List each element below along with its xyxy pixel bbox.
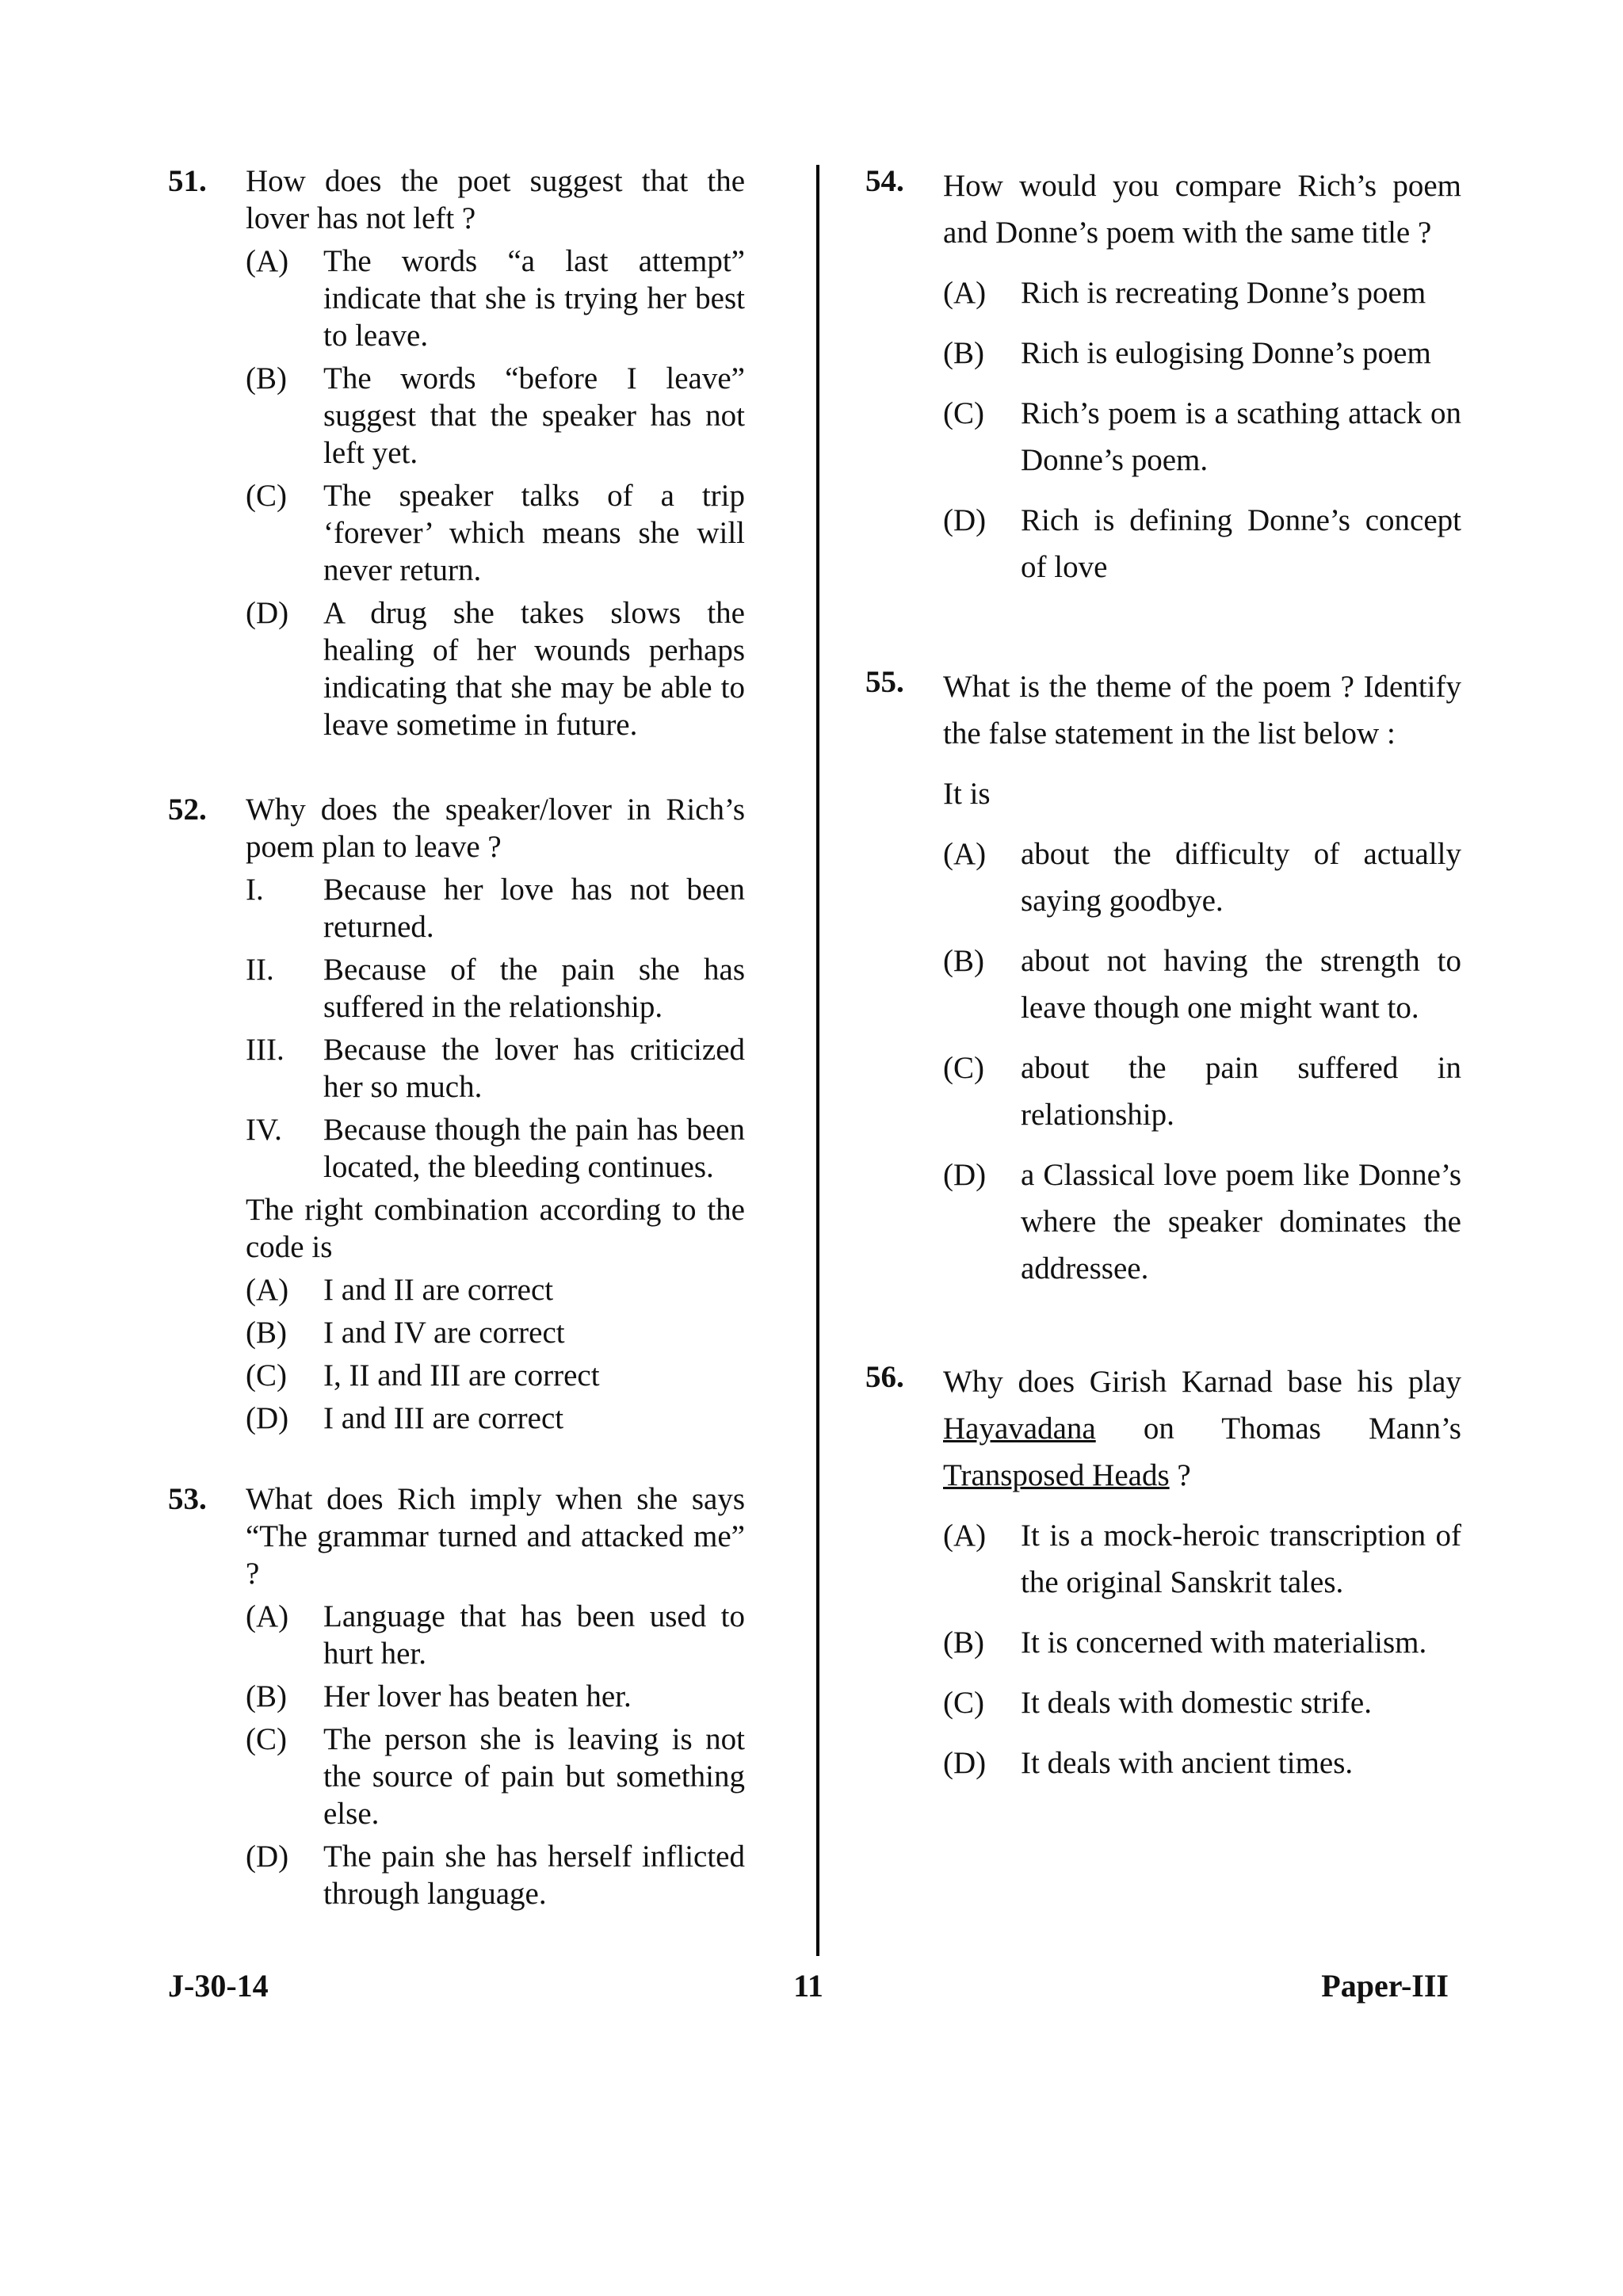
option-text: a Classical love poem like Donne’s where the speaker dominates the addressee. (1021, 1158, 1461, 1286)
option-c (246, 477, 745, 589)
option-d (246, 1400, 745, 1437)
question-51 (168, 162, 745, 743)
options-list (246, 243, 745, 743)
option-b (943, 1619, 1461, 1666)
option-d (943, 1152, 1461, 1292)
page-number: 11 (793, 1968, 823, 2004)
statement-text: Because though the pain has been located, the bleeding continues. (323, 1113, 745, 1184)
stem-text: ? (1169, 1458, 1191, 1492)
option-a (943, 269, 1461, 316)
option-label: (D) (943, 1746, 987, 1780)
question-number: 52. (168, 793, 207, 827)
option-c (246, 1721, 745, 1832)
option-label: (D) (246, 1401, 289, 1435)
question-stem: How does the poet suggest that the lover has not left ? (246, 164, 745, 235)
option-c (943, 1045, 1461, 1138)
options-list (943, 831, 1461, 1292)
option-text: It deals with domestic strife. (1021, 1686, 1372, 1720)
option-b (246, 1314, 745, 1351)
option-label: (C) (943, 1051, 984, 1085)
option-label: (A) (943, 837, 987, 871)
option-label: (C) (246, 1358, 287, 1392)
option-text: about the difficulty of actually saying goodbye. (1021, 837, 1461, 918)
option-d (246, 594, 745, 743)
option-a (943, 1512, 1461, 1606)
option-text: It is a mock-heroic transcription of the original Sanskrit tales. (1021, 1519, 1461, 1599)
stem-text: Why does Girish Karnad base his play (943, 1365, 1461, 1399)
option-text: I and IV are correct (323, 1316, 565, 1350)
option-text: The words “before I leave” suggest that the speaker has not left yet. (323, 361, 745, 470)
option-label: (D) (943, 1158, 987, 1192)
options-list (246, 1271, 745, 1437)
option-text: I and II are correct (323, 1273, 554, 1307)
question-52 (168, 791, 745, 1437)
question-stem: What is the theme of the poem ? Identify the false statement in the list below : (943, 670, 1461, 751)
option-text: I, II and III are correct (323, 1358, 600, 1392)
options-list (943, 1512, 1461, 1786)
option-b (943, 938, 1461, 1031)
question-number: 55. (865, 665, 904, 699)
option-text: The pain she has herself inflicted through language. (323, 1839, 745, 1911)
option-label: (A) (246, 244, 289, 278)
statement-text: Because the lover has criticized her so much. (323, 1033, 745, 1104)
option-a (246, 1271, 745, 1308)
question-stem: Why does the speaker/lover in Rich’s poem plan to leave ? (246, 793, 745, 864)
option-text: It is concerned with materialism. (1021, 1626, 1427, 1660)
code-instruction: The right combination according to the code is (246, 1193, 745, 1264)
question-number: 51. (168, 164, 207, 198)
question-53 (168, 1480, 745, 1912)
exam-code: J-30-14 (168, 1968, 269, 2004)
option-a (246, 243, 745, 354)
question-stem: What does Rich imply when she says “The grammar turned and attacked me” ? (246, 1482, 745, 1591)
option-text: Rich is defining Donne’s concept of love (1021, 503, 1461, 584)
option-label: (B) (246, 1679, 287, 1713)
statement-text: Because her love has not been returned. (323, 873, 745, 944)
question-number: 53. (168, 1482, 207, 1516)
option-d (943, 497, 1461, 590)
book-title: Transposed Heads (943, 1458, 1170, 1492)
option-d (943, 1740, 1461, 1786)
left-column (168, 162, 745, 1912)
statement-i (246, 871, 745, 946)
page-footer (168, 1967, 1449, 2007)
options-list (246, 1598, 745, 1912)
option-label: (C) (943, 396, 984, 430)
statement-label: I. (246, 873, 264, 907)
option-b (943, 330, 1461, 376)
option-c (943, 390, 1461, 483)
statement-label: IV. (246, 1113, 282, 1147)
option-text: about not having the strength to leave though one might want to. (1021, 944, 1461, 1025)
question-56 (865, 1358, 1461, 1786)
option-text: The words “a last attempt” indicate that she is trying her best to leave. (323, 244, 745, 353)
statements-list (246, 871, 745, 1186)
statement-label: III. (246, 1033, 285, 1067)
option-text: It deals with ancient times. (1021, 1746, 1354, 1780)
option-text: A drug she takes slows the healing of her wounds perhaps indicating that she may be able to leave sometime in future. (323, 596, 745, 742)
question-54 (865, 162, 1461, 590)
statement-label: II. (246, 953, 274, 987)
option-text: Language that has been used to hurt her. (323, 1599, 745, 1671)
option-text: Rich is recreating Donne’s poem (1021, 276, 1426, 310)
option-label: (B) (943, 1626, 984, 1660)
statement-iv (246, 1111, 745, 1186)
option-b (246, 1678, 745, 1715)
option-text: Rich’s poem is a scathing attack on Donne’s poem. (1021, 396, 1461, 477)
option-label: (A) (246, 1599, 289, 1633)
option-text: I and III are correct (323, 1401, 564, 1435)
statement-text: Because of the pain she has suffered in the relationship. (323, 953, 745, 1024)
option-label: (A) (246, 1273, 289, 1307)
option-text: Her lover has beaten her. (323, 1679, 632, 1713)
option-label: (C) (246, 1722, 287, 1756)
option-label: (B) (943, 944, 984, 978)
play-title: Hayavadana (943, 1412, 1096, 1446)
option-label: (D) (943, 503, 987, 537)
option-label: (B) (943, 336, 984, 370)
paper-label: Paper-III (1321, 1968, 1449, 2004)
option-label: (B) (246, 1316, 287, 1350)
option-a (246, 1598, 745, 1672)
option-c (943, 1679, 1461, 1726)
question-number: 56. (865, 1360, 904, 1394)
option-label: (D) (246, 596, 289, 630)
option-text: Rich is eulogising Donne’s poem (1021, 336, 1431, 370)
stem-text: on Thomas Mann’s (1095, 1412, 1461, 1446)
option-d (246, 1838, 745, 1912)
question-stem (943, 1358, 1461, 1499)
question-stem: How would you compare Rich’s poem and Donne’s poem with the same title ? (943, 169, 1461, 250)
options-list (943, 269, 1461, 590)
option-label: (C) (246, 479, 287, 513)
option-a (943, 831, 1461, 924)
option-label: (A) (943, 1519, 987, 1553)
right-column (865, 162, 1461, 1786)
question-55 (865, 663, 1461, 1292)
statement-ii (246, 951, 745, 1026)
question-lead: It is (943, 777, 991, 811)
option-label: (D) (246, 1839, 289, 1874)
column-divider (816, 165, 819, 1956)
option-label: (A) (943, 276, 987, 310)
option-text: about the pain suffered in relationship. (1021, 1051, 1461, 1132)
option-text: The speaker talks of a trip ‘forever’ which means she will never return. (323, 479, 745, 587)
question-number: 54. (865, 164, 904, 198)
statement-iii (246, 1031, 745, 1106)
option-label: (B) (246, 361, 287, 395)
option-c (246, 1357, 745, 1394)
option-b (246, 360, 745, 472)
option-label: (C) (943, 1686, 984, 1720)
option-text: The person she is leaving is not the source of pain but something else. (323, 1722, 745, 1831)
